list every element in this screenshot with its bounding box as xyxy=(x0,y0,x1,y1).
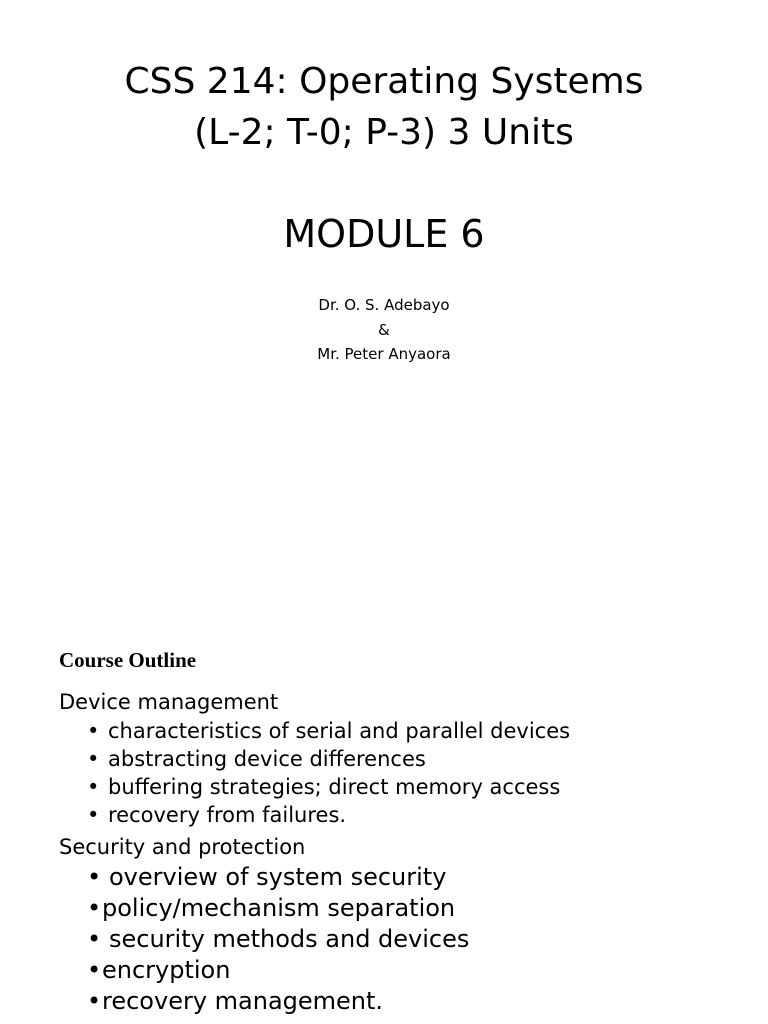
list-item-text: abstracting device differences xyxy=(108,747,426,771)
list-item xyxy=(87,894,455,923)
section-title: Device management xyxy=(59,690,279,714)
list-item xyxy=(87,863,446,892)
list-item-text: encryption xyxy=(102,956,231,984)
list-item-text: policy/mechanism separation xyxy=(102,894,456,922)
list-item xyxy=(87,747,426,772)
bullet-marker: • xyxy=(87,925,102,953)
list-item-text: recovery management. xyxy=(102,987,384,1015)
list-item-text: characteristics of serial and parallel devices xyxy=(108,719,571,743)
outline-heading: Course Outline xyxy=(59,648,197,672)
list-item-text: overview of system security xyxy=(109,863,447,891)
bullet-marker: • xyxy=(87,775,100,799)
list-item-text: buffering strategies; direct memory access xyxy=(108,775,561,799)
list-item xyxy=(87,775,560,800)
bullet-marker: • xyxy=(87,987,102,1015)
bullet-marker: • xyxy=(87,803,100,827)
bullet-marker: • xyxy=(87,956,102,984)
list-item xyxy=(87,987,383,1016)
list-item xyxy=(87,719,570,744)
course-title-line2: (L-2; T-0; P-3) 3 Units xyxy=(194,112,574,153)
author-separator: & xyxy=(378,321,390,339)
module-title: MODULE 6 xyxy=(283,212,485,256)
list-item-text: recovery from failures. xyxy=(108,803,347,827)
list-item xyxy=(87,925,469,954)
list-item xyxy=(87,956,230,985)
bullet-marker: • xyxy=(87,747,100,771)
bullet-marker: • xyxy=(87,719,100,743)
bullet-marker: • xyxy=(87,863,102,891)
author-name: Dr. O. S. Adebayo xyxy=(318,296,450,314)
section-title: Security and protection xyxy=(59,835,306,859)
author-name: Mr. Peter Anyaora xyxy=(317,345,451,363)
list-item-text: security methods and devices xyxy=(109,925,470,953)
course-title-line1: CSS 214: Operating Systems xyxy=(124,61,644,102)
list-item xyxy=(87,803,346,828)
bullet-marker: • xyxy=(87,894,102,922)
